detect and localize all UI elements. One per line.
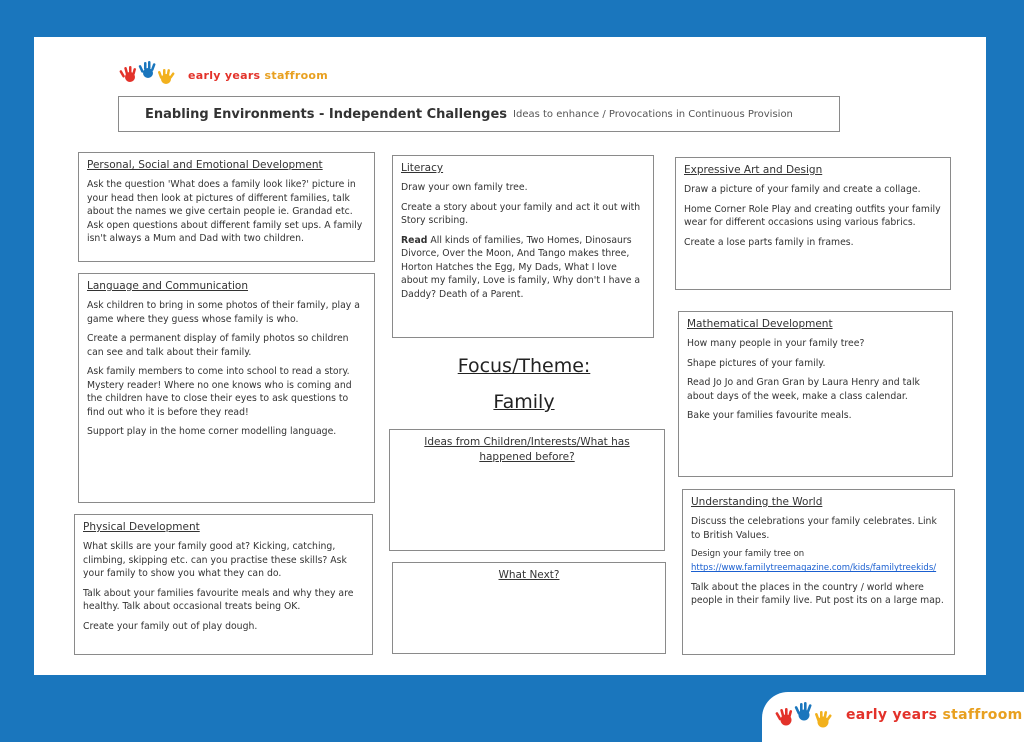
worksheet (34, 37, 986, 675)
physical-box (74, 514, 373, 655)
world-link-row (691, 561, 946, 574)
badge-hands-icon (774, 700, 838, 736)
expressive-item: Create a lose parts family in frames. (684, 236, 854, 248)
psed-item: Ask the question 'What does a family look like?' picture in your head then look at pictures of different families, talk about the names we give certain people ie. Grandad etc. Ask open questions about different family set ups. A family isn't always a Mum and Dad with two children. (87, 179, 363, 245)
maths-item: How many people in your family tree? (687, 338, 865, 350)
yellow-hand-icon (158, 69, 175, 84)
expressive-heading: Expressive Art and Design (684, 164, 823, 176)
brand-name (188, 69, 328, 82)
focus-theme (390, 347, 658, 427)
world-design-text: Design your family tree on (691, 549, 805, 560)
physical-item: Talk about your families favourite meals and why they are healthy. Talk about occasional treats being OK. (83, 587, 354, 613)
badge-brand-part2: staffroom (942, 707, 1023, 723)
blue-hand-icon (138, 61, 155, 78)
literacy-heading: Literacy (401, 162, 444, 174)
world-item-last: Talk about the places in the country / world where people in their family live. Put post its on a large map. (691, 581, 944, 607)
maths-item: Shape pictures of your family. (687, 357, 826, 369)
brand-name-part1: early years (188, 69, 261, 82)
page-subtitle: Ideas to enhance / Provocations in Continuous Provision (513, 108, 793, 120)
brand-name-part2: staffroom (264, 69, 329, 82)
brand-badge (762, 692, 1024, 742)
top-logo (118, 59, 348, 89)
language-item: Create a permanent display of family photos so children can see and talk about their family. (87, 333, 349, 358)
language-box (78, 273, 375, 503)
language-item: Ask children to bring in some photos of their family, play a game where they guess whose family is who. (87, 300, 360, 325)
focus-label: Focus/Theme: (457, 355, 591, 377)
ideas-heading: Ideas from Children/Interests/What has happened before? (424, 436, 630, 464)
next-box (392, 562, 666, 654)
language-item: Support play in the home corner modelling language. (87, 425, 337, 437)
literacy-read (401, 234, 645, 301)
red-hand-icon (775, 708, 792, 726)
psed-heading: Personal, Social and Emotional Development (87, 159, 323, 171)
title-box (118, 96, 840, 132)
literacy-item: Create a story about your family and act it out with Story scribing. (401, 201, 641, 227)
physical-heading: Physical Development (83, 521, 200, 533)
blue-hand-icon (794, 702, 811, 721)
expressive-item: Home Corner Role Play and creating outfits your family wear for different occasions using various fabrics. (684, 203, 941, 229)
expressive-item: Draw a picture of your family and create a collage. (684, 184, 921, 196)
world-box (682, 489, 955, 655)
focus-theme-value: Family (493, 391, 555, 413)
literacy-box (392, 155, 654, 338)
physical-item: Create your family out of play dough. (83, 620, 258, 632)
language-item: Ask family members to come into school to read a story. Mystery reader! Where no one knows who is coming and the children have to close their eyes to ask questions to find out who it is before they read! (87, 366, 352, 418)
literacy-read-label: Read (401, 234, 428, 246)
world-item: Discuss the celebrations your family celebrates. Link to British Values. (691, 516, 937, 541)
hands-logo-icon (118, 59, 180, 91)
expressive-box (675, 157, 951, 290)
world-design (691, 548, 946, 560)
maths-item: Read Jo Jo and Gran Gran by Laura Henry and talk about days of the week, make a class calendar. (687, 377, 920, 402)
badge-brand-part1: early years (846, 707, 938, 723)
page-title: Enabling Environments - Independent Challenges (145, 106, 508, 122)
physical-item: What skills are your family good at? Kicking, catching, climbing, skipping etc. can you practise these skills? Ask your family to show you what they can do. (83, 541, 347, 580)
badge-brand-name (846, 707, 1023, 723)
world-heading: Understanding the World (691, 496, 823, 508)
maths-item: Bake your families favourite meals. (687, 410, 852, 422)
yellow-hand-icon (815, 711, 832, 728)
psed-box (78, 152, 375, 262)
red-hand-icon (119, 66, 136, 82)
literacy-read-text: All kinds of families, Two Homes, Dinosaurs Divorce, Over the Moon, And Tango makes three, Horton Hatches the Egg, My Dads, What I love about my family, Love is family, Why don't I have a Daddy? Death of a Parent. (401, 234, 641, 300)
maths-heading: Mathematical Development (687, 318, 833, 330)
language-heading: Language and Communication (87, 280, 249, 292)
next-heading: What Next? (498, 569, 560, 581)
ideas-box (389, 429, 665, 551)
family-tree-link[interactable]: https://www.familytreemagazine.com/kids/familytreekids/ (691, 563, 937, 574)
maths-box (678, 311, 953, 477)
literacy-item: Draw your own family tree. (401, 182, 528, 194)
